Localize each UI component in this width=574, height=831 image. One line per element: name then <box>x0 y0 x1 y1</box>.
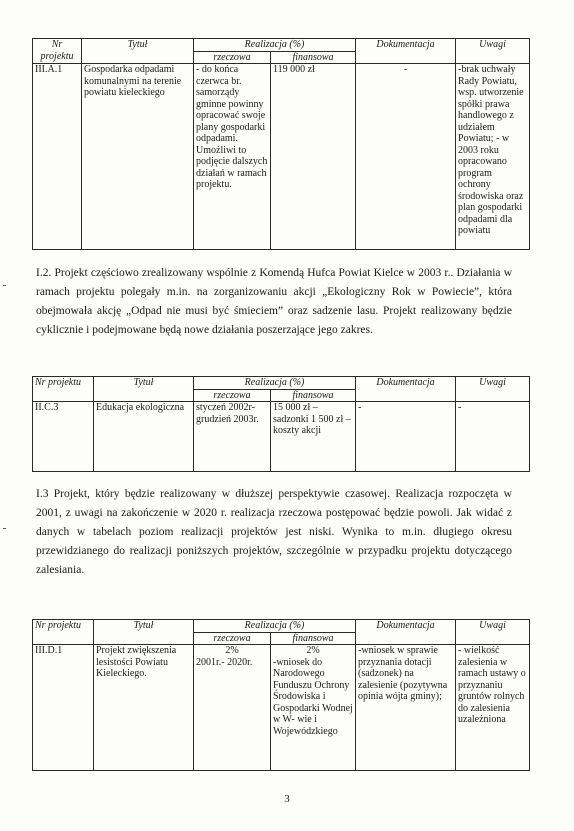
header-realizacja: Realizacja (%) <box>194 620 356 633</box>
header-rzeczowa: rzeczowa <box>194 51 271 64</box>
cell-dokumentacja: - <box>356 64 456 250</box>
header-dokumentacja: Dokumentacja <box>356 377 456 402</box>
header-dokumentacja: Dokumentacja <box>356 620 456 645</box>
cell-finansowa: 119 000 zł <box>271 64 356 250</box>
table-row <box>33 402 530 472</box>
cell-rzeczowa: - do końca czerwca br. samorządy gminne powinny opracować swoje plany gospodarki odpadami. Umożliwi to podjęcie dalszych działań w ramach projektu. <box>194 64 271 250</box>
cell-nr: III.A.1 <box>33 64 82 250</box>
header-uwagi: Uwagi <box>456 39 530 64</box>
header-realizacja: Realizacja (%) <box>194 377 356 390</box>
header-realizacja: Realizacja (%) <box>194 39 356 52</box>
header-finansowa: finansowa <box>271 51 356 64</box>
scan-mark <box>3 528 6 529</box>
cell-uwagi: -brak uchwały Rady Powiatu, wsp. utworzenie spółki prawa handlowego z udziałem Powiatu; - w 2003 roku opracowano program ochrony środowiska oraz plan gospodarki odpadami dla powiatu <box>456 64 530 250</box>
header-rzeczowa: rzeczowa <box>194 389 271 402</box>
cell-dokumentacja: -wniosek w sprawie przyznania dotacji (sadzonek) na zalesienie (pozytywna opinia wójta gminy); <box>356 645 456 771</box>
cell-rzeczowa: styczeń 2002r-grudzień 2003r. <box>194 402 271 472</box>
cell-nr: II.C.3 <box>33 402 94 472</box>
table-row <box>33 64 530 250</box>
finansowa-text: -wniosek do Narodowego Funduszu Ochrony Środowiska i Gospodarki Wodnej w W- wie i Wojewódzkiego <box>273 656 353 737</box>
cell-uwagi: - wielkość zalesienia w ramach ustawy o przyznaniu gruntów rolnych do zalesienia uzależniona <box>456 645 530 771</box>
cell-tytul: Projekt zwiększenia lesistości Powiatu Kieleckiego. <box>94 645 194 771</box>
paragraph-i-3: I.3 Projekt, który będzie realizowany w dłuższej perspektywie czasowej. Realizacja rozpoczęta w 2001, z uwagi na zakończenie w 2020 r. realizacja rzeczowa postępować będzie powoli. Jak widać z danych w tabelach poziom realizacji projektów jest niski. Wynika to m.in. długiego okresu przewidzianego do realizacji poniższych projektów, szczególnie w przypadku projektu dotyczącego zalesiania. <box>36 488 512 576</box>
cell-rzeczowa <box>194 645 271 771</box>
project-table-iii-d-1 <box>32 619 530 771</box>
project-table-ii-c-3 <box>32 376 530 472</box>
header-tytul: Tytuł <box>82 39 194 64</box>
header-nr-projektu: Nr projektu <box>33 620 94 645</box>
cell-dokumentacja: - <box>356 402 456 472</box>
table-row <box>33 645 530 771</box>
header-nr-projektu: Nr projektu <box>33 39 82 64</box>
header-tytul: Tytuł <box>94 620 194 645</box>
header-uwagi: Uwagi <box>456 377 530 402</box>
header-rzeczowa: rzeczowa <box>194 632 271 645</box>
cell-tytul: Gospodarka odpadami komunalnymi na terenie powiatu kieleckiego <box>82 64 194 250</box>
scan-mark <box>3 285 6 286</box>
page-number: 3 <box>284 793 290 805</box>
cell-finansowa <box>271 645 356 771</box>
cell-finansowa: 15 000 zł – sadzonki 1 500 zł – koszty akcji <box>271 402 356 472</box>
header-dokumentacja: Dokumentacja <box>356 39 456 64</box>
header-finansowa: finansowa <box>271 389 356 402</box>
header-finansowa: finansowa <box>271 632 356 645</box>
cell-uwagi: - <box>456 402 530 472</box>
header-tytul: Tytuł <box>94 377 194 402</box>
cell-nr: III.D.1 <box>33 645 94 771</box>
finansowa-percent: 2% <box>306 645 320 656</box>
header-nr-projektu: Nr projektu <box>33 377 94 402</box>
paragraph-i-2: I.2. Projekt częściowo zrealizowany wspólnie z Komendą Hufca Powiat Kielce w 2003 r.. Działania w ramach projektu polegały m.in. na zorganizowaniu akcji „Ekologiczny Rok w Powiecie”, która obejmowała akcję „Odpad nie musi być śmieciem” oraz sadzenie lasu. Projekt realizowany będzie cyklicznie i podejmowane będą nowe działania poszerzające jego zakres. <box>36 267 512 336</box>
header-uwagi: Uwagi <box>456 620 530 645</box>
cell-tytul: Edukacja ekologiczna <box>94 402 194 472</box>
project-table-iii-a-1 <box>32 38 530 250</box>
rzeczowa-percent: 2% <box>225 645 239 656</box>
rzeczowa-period: 2001r.- 2020r. <box>196 656 253 668</box>
